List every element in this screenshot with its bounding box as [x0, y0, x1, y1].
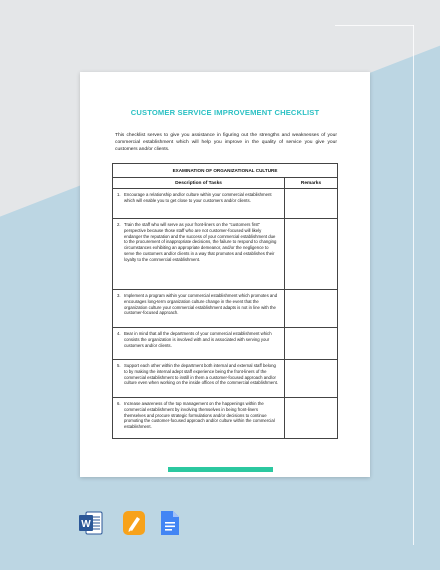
task-number: 5.: [117, 363, 121, 368]
remarks-cell: [285, 290, 337, 327]
word-icon[interactable]: [78, 510, 100, 536]
task-text: Support each other within the department both internal and external staff belong to by making the internal adept staff experience being the front-liners of the commercial establishment to instill in them a customer-focused approach and/or culture even when working on the inside offices of the commercial establishment.: [124, 363, 278, 386]
table-row: [113, 398, 337, 438]
document-title: CUSTOMER SERVICE IMPROVEMENT CHECKLIST: [130, 108, 320, 117]
table-row: [113, 290, 337, 328]
task-text: Bear in mind that all the departments of your commercial establishment which consists the organization is involved with and is associated with serving your customers and/or clients.: [124, 331, 272, 348]
remarks-cell: [285, 189, 337, 218]
word-icon-letter: W: [81, 519, 91, 530]
intro-paragraph: This checklist serves to give you assistance in figuring out the strengths and weaknesses of your commercial establishment which will help you improve in the quality of service you give your customers and/or clients.: [115, 133, 337, 153]
remarks-cell: [285, 360, 337, 397]
decorative-line: [413, 25, 414, 545]
table-row: [113, 328, 337, 360]
task-number: 3.: [117, 293, 121, 298]
task-number: 2.: [117, 222, 121, 227]
table-row: [113, 189, 337, 219]
remarks-cell: [285, 328, 337, 359]
pages-icon[interactable]: [122, 510, 144, 536]
task-text: Implement a program within your commercial establishment which promotes and encourages long-term organization culture change in the event that the organization culture your commercial establishment adapts is not in line with the customer-focused approach.: [124, 293, 278, 316]
remarks-cell: [285, 398, 337, 438]
checklist-table: [112, 163, 338, 439]
task-number: 4.: [117, 331, 121, 336]
task-text: Train the staff who will serve as your front-liners on the "customers first" perspective because those staff who are not customer-focused will likely endanger the reputation and the success of your commercial establishment due to the procurement of inappropriate decisions, the failure to respond to changing circumstances exhibiting an appropriate demeanor, and/or the negligence to serve the customers and/or clients in a way that promotes and establishes their loyalty to the commercial establishment.: [124, 222, 277, 262]
document-page: [80, 72, 370, 477]
remarks-cell: [285, 219, 337, 289]
task-number: 6.: [117, 401, 121, 406]
table-header-row: [113, 178, 337, 189]
task-number: 1.: [117, 192, 121, 197]
task-text: Increase awareness of the top management on the happenings within the commercial establishment by involving themselves in being front-liners themselves and procure strategic formulations and/or decisions to continue promoting the customer-focused approach and/or culture within the commercial establishment.: [124, 401, 275, 430]
google-docs-icon[interactable]: [160, 510, 182, 536]
column-header-tasks: Description of Tasks: [113, 178, 285, 188]
table-heading: EXAMINATION OF ORGANIZATIONAL CULTURE: [113, 164, 337, 178]
table-row: [113, 219, 337, 290]
table-row: [113, 360, 337, 398]
decorative-line: [335, 25, 414, 26]
accent-bar: [168, 467, 273, 472]
column-header-remarks: Remarks: [300, 180, 322, 186]
task-text: Encourage a relationship and/or culture within your commercial establishment which will enable you to get close to your customers and/or clients.: [124, 192, 272, 203]
